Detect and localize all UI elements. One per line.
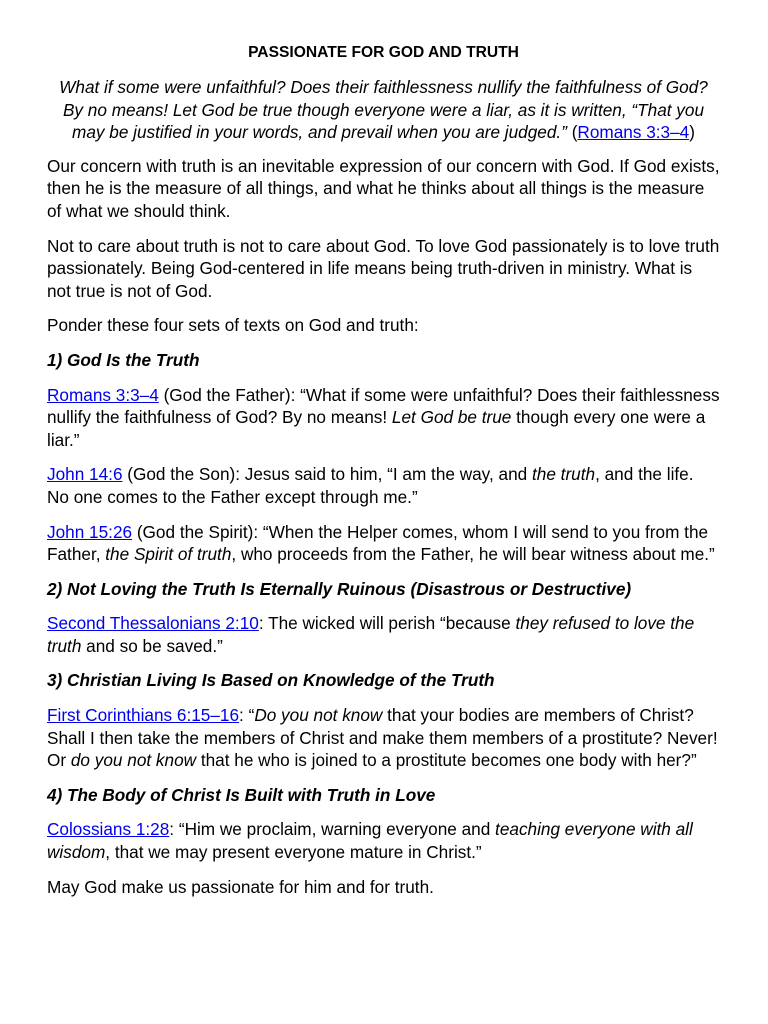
scripture-ref-link[interactable]: Second Thessalonians 2:10 [47, 613, 259, 634]
scripture-emphasis: they refused to love the truth [47, 613, 695, 656]
scripture-text: , and the life. No one comes to the Father except through me.” [47, 464, 694, 507]
scripture-text: , who proceeds from the Father, he will bear witness about me.” [231, 544, 715, 565]
scripture-emphasis: the truth [532, 464, 596, 485]
scripture-item-1-corinthians [47, 704, 720, 772]
epigraph-open-paren: ( [566, 122, 578, 143]
closing-paragraph: May God make us passionate for him and for truth. [47, 876, 434, 897]
scripture-item-colossians [47, 818, 720, 863]
scripture-text: (God the Spirit): “When the Helper comes, whom I will send to you from the Father, [47, 521, 709, 565]
scripture-text: : “ [239, 705, 255, 726]
scripture-text: (God the Father): “What if some were unfaithful? Does their faithlessness nullify the faithfulness of God? By no means! [47, 384, 720, 428]
scripture-ref-link[interactable]: First Corinthians 6:15–16 [47, 705, 240, 726]
scripture-emphasis: teaching everyone with all wisdom [47, 819, 693, 863]
scripture-item-john-15 [47, 521, 720, 566]
intro-paragraph-1: Our concern with truth is an inevitable expression of our concern with God. If God exists, then he is the measure of all things, and what he thinks about all things is the measure of what we should think. [47, 155, 720, 221]
scripture-emphasis: the Spirit of truth [105, 544, 232, 565]
scripture-emphasis: Do you not know [254, 705, 383, 726]
scripture-item-2-thessalonians [47, 612, 720, 657]
scripture-text: , that we may present everyone mature in Christ.” [105, 842, 482, 863]
scripture-text: : “Him we proclaim, warning everyone and [169, 819, 496, 840]
scripture-emphasis: do you not know [70, 750, 197, 771]
page-title: PASSIONATE FOR GOD AND TRUTH [248, 44, 519, 61]
section-heading-2: 2) Not Loving the Truth Is Eternally Ruinous (Disastrous or Destructive) [47, 578, 632, 599]
scripture-ref-link[interactable]: Romans 3:3–4 [47, 384, 159, 405]
scripture-item-romans [47, 384, 720, 452]
epigraph-text: What if some were unfaithful? Does their faithlessness nullify the faithfulness of God? By no means! Let God be true though everyone were a liar, as it is written, “That you may be justified in your words, and prevail when you are judged.” [59, 77, 708, 143]
scripture-text: though every one were a liar.” [47, 407, 706, 450]
intro-paragraph-2: Not to care about truth is not to care about God. To love God passionately is to love truth passionately. Being God-centered in life means being truth-driven in ministry. What is not true is not of God. [47, 235, 720, 301]
scripture-text: and so be saved.” [81, 635, 223, 656]
section-heading-4: 4) The Body of Christ Is Built with Truth in Love [47, 784, 436, 805]
scripture-ref-link[interactable]: John 15:26 [47, 521, 133, 542]
epigraph-ref-wrap [567, 122, 695, 142]
intro-paragraph-3: Ponder these four sets of texts on God and truth: [47, 315, 419, 336]
epigraph-ref-link[interactable]: Romans 3:3–4 [577, 122, 690, 143]
epigraph-quote [47, 76, 720, 144]
scripture-text: that your bodies are members of Christ? Shall I then take the members of Christ and make them members of a prostitute? Never! Or [47, 705, 718, 771]
scripture-emphasis: Let God be true [391, 407, 512, 428]
epigraph-close-paren: ) [689, 122, 695, 143]
scripture-ref-link[interactable]: Colossians 1:28 [47, 819, 170, 840]
section-heading-1: 1) God Is the Truth [47, 349, 200, 370]
scripture-item-john-14 [47, 463, 720, 508]
scripture-text: (God the Son): Jesus said to him, “I am the way, and [122, 464, 533, 485]
scripture-ref-link[interactable]: John 14:6 [47, 464, 123, 485]
section-heading-3: 3) Christian Living Is Based on Knowledge of the Truth [47, 670, 495, 691]
scripture-text: : The wicked will perish “because [258, 613, 516, 634]
scripture-text: that he who is joined to a prostitute becomes one body with her?” [196, 750, 697, 771]
